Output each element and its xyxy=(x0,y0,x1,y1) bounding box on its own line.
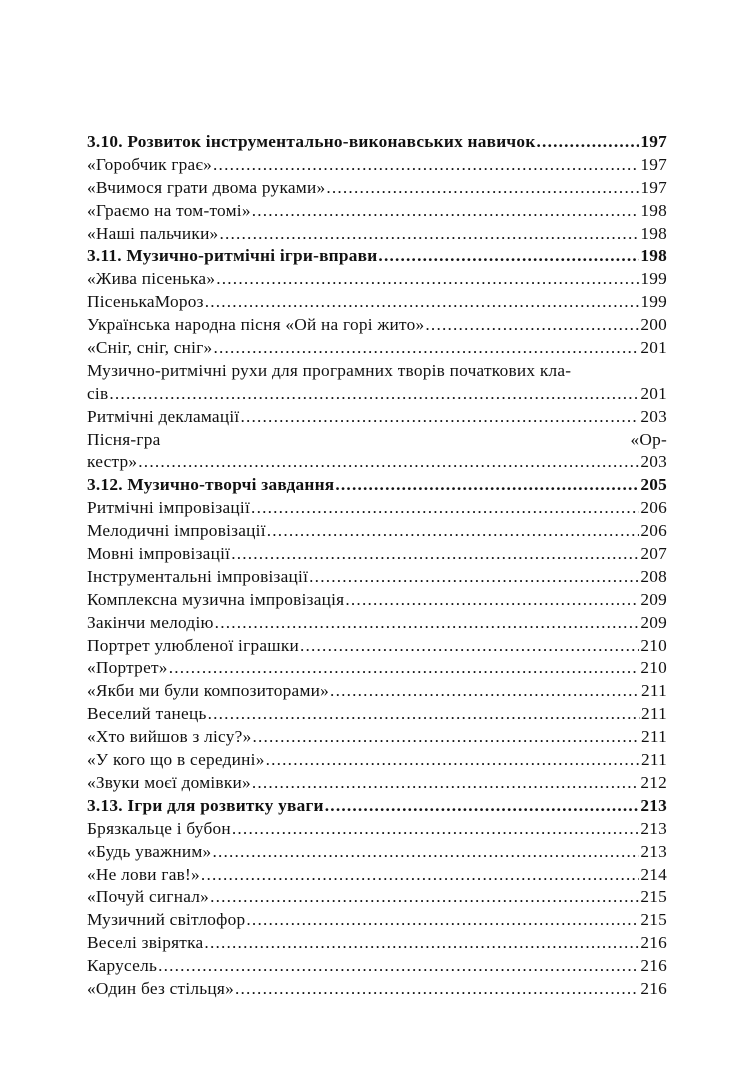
toc-page-number: 201 xyxy=(640,383,667,403)
toc-entry xyxy=(87,703,667,726)
dot-leader xyxy=(252,772,639,795)
toc-page-number: 214 xyxy=(640,864,667,884)
toc-entry-title: «Вчимося грати двома руками» xyxy=(87,177,326,197)
toc-page-number: 210 xyxy=(640,635,667,655)
toc-page-number: 209 xyxy=(640,589,667,609)
toc-entry xyxy=(87,955,667,978)
toc-page-number: 212 xyxy=(640,772,667,792)
toc-entry xyxy=(87,520,667,543)
dot-leader xyxy=(235,978,639,1001)
dot-leader xyxy=(213,154,639,177)
dot-leader xyxy=(537,131,640,154)
dot-leader xyxy=(204,932,639,955)
toc-entry-title: Ритмічні імпровізації xyxy=(87,498,251,518)
toc-entry xyxy=(87,451,667,474)
toc-page-number: 216 xyxy=(640,956,667,976)
toc-entry-title: «Жива пісенька» xyxy=(87,269,216,289)
toc-entry-title: Українська народна пісня «Ой на горі жито» xyxy=(87,315,425,335)
dot-leader xyxy=(378,245,639,268)
toc-entry xyxy=(87,360,667,383)
dot-leader xyxy=(309,566,639,589)
toc-entry-title: Комплексна музична імпровізація xyxy=(87,589,345,609)
dot-leader xyxy=(335,474,639,497)
dot-leader xyxy=(216,268,639,291)
toc-entry-title: «Хто вийшов з лісу?» xyxy=(87,727,252,747)
dot-leader xyxy=(231,543,639,566)
toc-entry-title: ПісенькаМороз xyxy=(87,292,204,312)
toc-entry xyxy=(87,864,667,887)
toc-page-number: 197 xyxy=(640,177,667,197)
toc-page-number: 203 xyxy=(640,406,667,426)
toc-page-number: 197 xyxy=(640,132,667,151)
toc-page-number: 215 xyxy=(640,910,667,930)
toc-entry-title: Музичний світлофор xyxy=(87,910,246,930)
toc-page-number: 216 xyxy=(640,978,667,998)
toc-entry xyxy=(87,314,667,337)
dot-leader xyxy=(267,520,640,543)
toc-page-number: 198 xyxy=(640,200,667,220)
toc-entry-title: Мовні імпровізації xyxy=(87,544,231,564)
toc-entry-title: «У кого що в середині» xyxy=(87,750,265,770)
toc-page-number: 199 xyxy=(640,269,667,289)
toc-entry xyxy=(87,818,667,841)
toc-entry xyxy=(87,886,667,909)
dot-leader xyxy=(246,909,639,932)
toc-page-number: 197 xyxy=(640,154,667,174)
dot-leader xyxy=(212,841,639,864)
toc-page-number: 200 xyxy=(640,315,667,335)
dot-leader xyxy=(425,314,639,337)
toc-entry-title: 3.10. Розвиток інструментально-виконавських навичок xyxy=(87,132,536,151)
toc-entry xyxy=(87,612,667,635)
toc-entry xyxy=(87,978,667,1001)
toc-entry-title: «Не лови гав!» xyxy=(87,864,200,884)
dot-leader xyxy=(300,635,639,658)
dot-leader xyxy=(208,703,640,726)
toc-entry xyxy=(87,383,667,406)
toc-page-number: 198 xyxy=(640,223,667,243)
dot-leader xyxy=(252,726,640,749)
dot-leader xyxy=(345,589,639,612)
dot-leader xyxy=(201,864,639,887)
toc-entry-title: «Будь уважним» xyxy=(87,841,212,861)
toc-entry-title: «Сніг, сніг, сніг» xyxy=(87,338,213,358)
toc-page-number: 216 xyxy=(640,933,667,953)
toc-page-number: 208 xyxy=(640,566,667,586)
toc-entry-title: Карусель xyxy=(87,956,158,976)
toc-entry-title: «Звуки моєї домівки» xyxy=(87,772,251,792)
dot-leader xyxy=(169,657,640,680)
toc-entry xyxy=(87,337,667,360)
toc-entry xyxy=(87,223,667,246)
toc-entry-title: Закінчи мелодію xyxy=(87,612,214,632)
toc-page-number: 209 xyxy=(640,612,667,632)
toc-entry xyxy=(87,772,667,795)
toc-entry xyxy=(87,635,667,658)
toc-page-number: 211 xyxy=(640,750,667,770)
dot-leader xyxy=(232,818,639,841)
toc-entry-title: Ритмічні декламації xyxy=(87,406,240,426)
toc-page-number: 207 xyxy=(640,544,667,564)
toc-entry-title: Брязкальце і бубон xyxy=(87,818,231,838)
dot-leader xyxy=(215,612,640,635)
dot-leader xyxy=(205,291,640,314)
toc-section-heading xyxy=(87,795,667,818)
toc-entry xyxy=(87,177,667,200)
toc-page-number: 211 xyxy=(640,681,667,701)
toc-entry-title: «Наші пальчики» xyxy=(87,223,219,243)
toc-entry-title: Веселі звірятка xyxy=(87,933,204,953)
toc-entry xyxy=(87,200,667,223)
toc-page-number: 203 xyxy=(640,452,667,472)
toc-page-number: 206 xyxy=(640,498,667,518)
toc-entry-title: «Горобчик грає» xyxy=(87,154,213,174)
toc-entry xyxy=(87,497,667,520)
toc-entry xyxy=(87,726,667,749)
dot-leader xyxy=(266,749,640,772)
toc-page-number: 198 xyxy=(640,246,667,266)
toc-entry-title: 3.11. Музично-ритмічні ігри-вправи xyxy=(87,246,378,266)
toc-entry xyxy=(87,291,667,314)
toc-entry-title: «Граємо на том-томі» xyxy=(87,200,251,220)
toc-entry-title: «Якби ми були композиторами» xyxy=(87,681,330,701)
dot-leader xyxy=(252,200,640,223)
toc-page-number: 201 xyxy=(640,338,667,358)
toc-page-number: 215 xyxy=(640,887,667,907)
toc-page-number: 205 xyxy=(640,475,667,495)
toc-entry-title: Мелодичні імпровізації xyxy=(87,521,266,541)
dot-leader xyxy=(330,680,640,703)
toc-page-number: 213 xyxy=(640,795,667,815)
dot-leader xyxy=(109,383,639,406)
toc-page-number: 206 xyxy=(640,521,667,541)
dot-leader xyxy=(325,795,640,818)
toc-entry xyxy=(87,566,667,589)
dot-leader xyxy=(219,223,639,246)
toc-entry xyxy=(87,543,667,566)
toc-entry-title: Пісня-гра xyxy=(87,429,161,449)
toc-page-number: 199 xyxy=(640,292,667,312)
dot-leader xyxy=(251,497,639,520)
toc-page-number: «Ор- xyxy=(630,429,667,449)
toc-entry xyxy=(87,657,667,680)
toc-entry-title: «Почуй сигнал» xyxy=(87,887,210,907)
toc-entry-title: 3.12. Музично-творчі завдання xyxy=(87,475,335,495)
dot-leader xyxy=(213,337,639,360)
toc-entry xyxy=(87,406,667,429)
toc-entry xyxy=(87,429,667,452)
toc-entry xyxy=(87,154,667,177)
toc-entry-title: «Портрет» xyxy=(87,658,168,678)
toc-entry xyxy=(87,589,667,612)
toc-entry xyxy=(87,932,667,955)
dot-leader xyxy=(138,451,639,474)
dot-leader xyxy=(326,177,639,200)
dot-leader xyxy=(158,955,639,978)
toc-entry xyxy=(87,268,667,291)
toc-page-number: 213 xyxy=(640,818,667,838)
toc-section-heading xyxy=(87,474,667,497)
toc-entry-title: Портрет улюбленої іграшки xyxy=(87,635,299,655)
table-of-contents xyxy=(87,131,667,1001)
toc-page-number: 211 xyxy=(640,704,667,724)
dot-leader xyxy=(210,886,639,909)
toc-page-number: 210 xyxy=(640,658,667,678)
dot-leader xyxy=(240,406,639,429)
toc-page-number: 213 xyxy=(640,841,667,861)
toc-entry-title: кестр» xyxy=(87,452,138,472)
toc-entry-title: Веселий танець xyxy=(87,704,207,724)
toc-entry xyxy=(87,749,667,772)
toc-section-heading xyxy=(87,245,667,268)
toc-entry-title: Музично-ритмічні рухи для програмних творів початкових кла- xyxy=(87,360,572,380)
toc-entry xyxy=(87,680,667,703)
toc-entry-title: сів xyxy=(87,383,109,403)
toc-entry-title: 3.13. Ігри для розвитку уваги xyxy=(87,795,324,815)
toc-entry-title: Інструментальні імпровізації xyxy=(87,566,309,586)
toc-page-number: 211 xyxy=(640,727,667,747)
toc-section-heading xyxy=(87,131,667,154)
toc-entry xyxy=(87,841,667,864)
toc-entry-title: «Один без стільця» xyxy=(87,978,234,998)
toc-entry xyxy=(87,909,667,932)
